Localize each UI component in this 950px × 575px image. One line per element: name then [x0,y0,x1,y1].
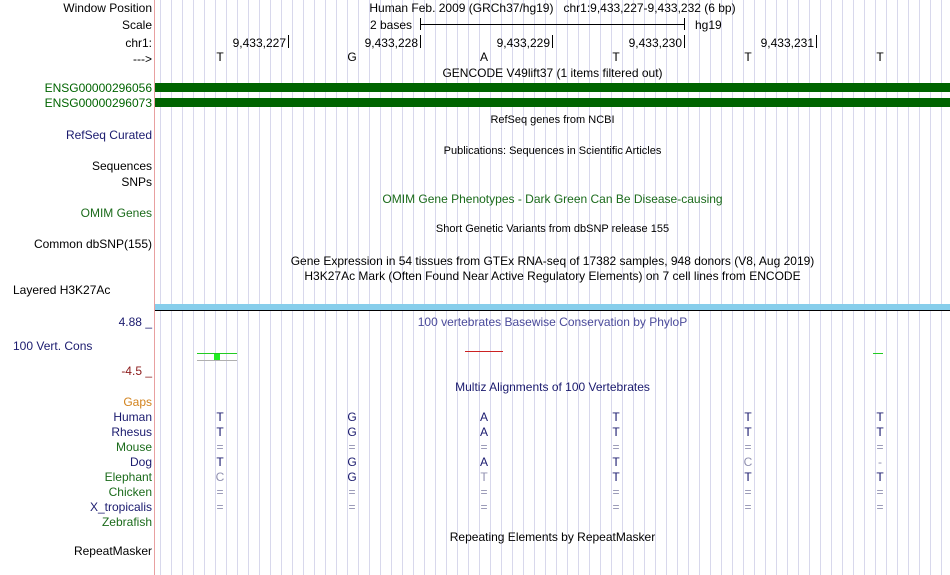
sequence-base: T [612,50,620,64]
alignment-base: = [480,440,488,454]
alignment-base: T [216,455,224,469]
h3k27-label[interactable]: Layered H3K27Ac [13,283,111,297]
multiz-title: Multiz Alignments of 100 Vertebrates [455,380,650,394]
alignment-base: G [347,455,357,469]
scale-label: Scale [121,18,152,32]
alignment-base: = [744,440,752,454]
alignment-base: = [216,500,224,514]
strand-label: ---> [133,52,152,66]
h3k27-title: H3K27Ac Mark (Often Found Near Active Regulatory Elements) on 7 cell lines from ENCODE [304,269,801,283]
dbsnp-title: Short Genetic Variants from dbSNP release 155 [435,223,670,235]
alignment-base: T [744,410,752,424]
species-label[interactable]: Elephant [104,470,152,484]
alignment-base: C [743,455,753,469]
alignment-base: A [479,425,488,439]
alignment-base: A [479,455,488,469]
scale-bar [420,24,684,25]
snps-label[interactable]: SNPs [121,175,152,189]
alignment-base: = [612,500,620,514]
scale-text: 2 bases [370,18,413,32]
species-label[interactable]: Rhesus [111,425,152,439]
alignment-base: T [744,470,752,484]
alignment-base: G [347,425,357,439]
phylop-min: -4.5 _ [121,364,152,378]
scale-db: hg19 [695,18,722,32]
ruler-tick [552,35,553,48]
species-label[interactable]: Gaps [123,395,152,409]
scale-bar-left-end [420,18,421,30]
alignment-base: = [216,485,224,499]
ruler-position-label: 9,433,229 [496,36,550,50]
alignment-base: = [744,500,752,514]
dbsnp-label[interactable]: Common dbSNP(155) [33,237,152,251]
omim-label[interactable]: OMIM Genes [80,206,152,220]
alignment-base: = [480,500,488,514]
alignment-base: - [878,455,882,469]
alignment-base: = [612,440,620,454]
ruler-position-label: 9,433,228 [364,36,418,50]
alignment-base: C [215,470,225,484]
alignment-base: = [876,500,884,514]
chrom-label: chr1: [125,36,152,50]
species-label[interactable]: Mouse [115,440,152,454]
alignment-base: = [348,440,356,454]
alignment-base: T [876,470,884,484]
alignment-base: G [347,470,357,484]
alignment-base: T [216,410,224,424]
ruler-tick [288,35,289,48]
species-label[interactable]: Dog [129,455,152,469]
gencode-title: GENCODE V49lift37 (1 items filtered out) [442,66,663,80]
alignment-base: G [347,410,357,424]
ruler-position-label: 9,433,230 [628,36,682,50]
sequence-base: G [347,50,357,64]
alignment-base: T [744,425,752,439]
alignment-base: = [744,485,752,499]
species-label[interactable]: Zebrafish [101,515,152,529]
refseq-label[interactable]: RefSeq Curated [65,128,152,142]
omim-title: OMIM Gene Phenotypes - Dark Green Can Be Disease-causing [382,192,723,206]
h3k27-baseline [155,310,950,311]
phylop-bar-2 [465,351,503,352]
alignment-base: T [612,425,620,439]
alignment-base: A [479,410,488,424]
gencode-feature-1[interactable] [155,83,950,92]
ruler-tick [816,35,817,48]
alignment-base: T [612,455,620,469]
sequence-base: T [876,50,884,64]
repeat-label[interactable]: RepeatMasker [73,544,152,558]
ruler-position-label: 9,433,227 [232,36,286,50]
alignment-base: T [876,410,884,424]
alignment-base: T [216,425,224,439]
species-label[interactable]: X_tropicalis [89,500,152,514]
ruler-tick [420,35,421,48]
alignment-base: T [876,425,884,439]
alignment-base: = [216,440,224,454]
refseq-title: RefSeq genes from NCBI [490,114,615,126]
gtex-title: Gene Expression in 54 tissues from GTEx RNA-seq of 17382 samples, 948 donors (V8, Aug 2019) [290,254,815,268]
sequence-base: T [744,50,752,64]
window-position-value: Human Feb. 2009 (GRCh37/hg19) chr1:9,433,227-9,433,232 (6 bp) [369,1,736,15]
alignment-base: T [612,470,620,484]
phylop-baseline [197,360,237,361]
species-label[interactable]: Chicken [108,485,152,499]
gencode-item-2[interactable]: ENSG00000296073 [44,96,152,110]
alignment-base: = [876,485,884,499]
ruler-position-label: 9,433,231 [760,36,814,50]
alignment-base: = [348,500,356,514]
phylop-label[interactable]: 100 Vert. Cons [13,339,93,353]
species-label[interactable]: Human [113,410,152,424]
window-position-label: Window Position [63,1,152,15]
scale-bar-right-end [684,18,685,30]
alignment-base: = [612,485,620,499]
phylop-title: 100 vertebrates Basewise Conservation by PhyloP [417,315,688,329]
alignment-base: = [480,485,488,499]
repeat-title: Repeating Elements by RepeatMasker [449,530,656,544]
alignment-base: T [612,410,620,424]
alignment-base: T [480,470,488,484]
phylop-bar-3 [873,353,883,354]
ruler-tick [684,35,685,48]
sequence-base: A [479,50,488,64]
gencode-feature-2[interactable] [155,98,950,107]
sequence-base: T [216,50,224,64]
gencode-item-1[interactable]: ENSG00000296056 [44,81,152,95]
pubs-label[interactable]: Sequences [91,159,152,173]
alignment-base: = [348,485,356,499]
pubs-title: Publications: Sequences in Scientific Articles [443,145,662,157]
alignment-base: = [876,440,884,454]
phylop-max: 4.88 _ [118,315,152,329]
